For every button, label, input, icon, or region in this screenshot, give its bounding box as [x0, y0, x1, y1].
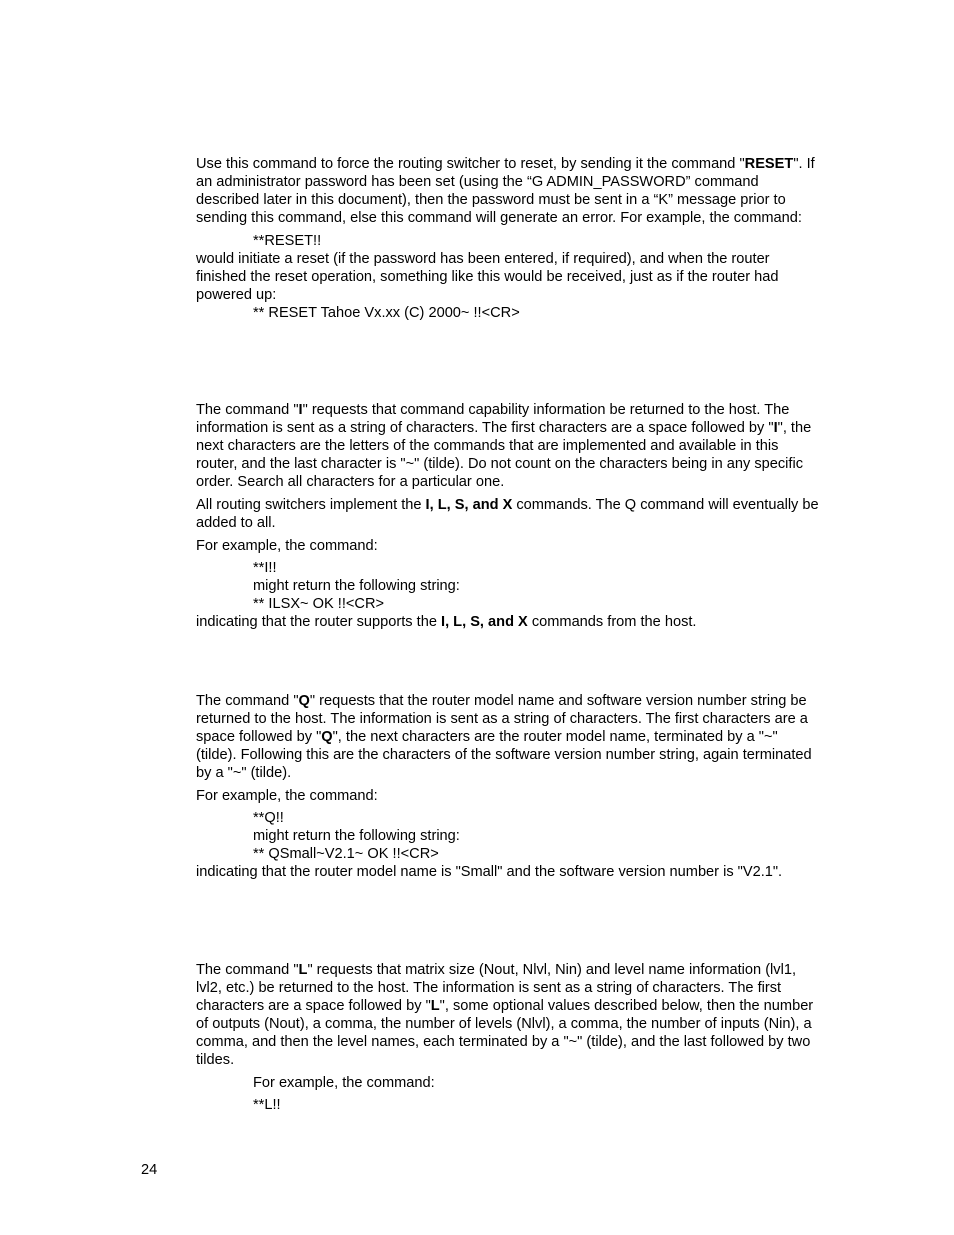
reset-followup: would initiate a reset (if the password has been entered, if required), and when the router finished the reset operation, something like this would be received, just as if the router had powered up: — [196, 251, 779, 303]
reset-description — [196, 155, 820, 227]
text-run: " requests that command capability information be returned to the host. The information is sent as a string of characters. The first characters are a space followed by " — [196, 402, 790, 436]
text-run: " requests that matrix size (Nout, Nlvl, Nin) and level name information (lvl1, lvl2, etc.) be returned to the host. The information is sent as a string of characters. The first characters are a space followed by " — [196, 962, 797, 1014]
bold-command: I — [298, 402, 303, 418]
l-command-example: **L!! — [253, 1097, 281, 1113]
q-indicating: indicating that the router model name is "Small" and the software version number is "V2.1". — [196, 864, 783, 880]
text-run: " requests that the router model name and software version number string be returned to the host. The information is sent as a string of characters. The first characters are a space followed by " — [196, 693, 808, 745]
text-run: commands. The Q command will eventually be added to all. — [196, 497, 819, 531]
i-response-example: ** ILSX~ OK !!<CR> — [253, 596, 385, 612]
l-command-section — [196, 961, 820, 1114]
text-run: ", some optional values described below, then the number of outputs (Nout), a comma, the number of levels (Nlvl), a comma, the number of inputs (Nin), a comma, and then the level names, each terminated by a "~" (tilde), and the last followed by two tildes. — [196, 998, 814, 1068]
text-run: Use this command to force the routing switcher to reset, by sending it the command " — [196, 156, 745, 172]
text-run: ", the next characters are the router model name, terminated by a "~" (tilde). Following this are the characters of the software version number string, again terminated by a "~" (tilde). — [196, 729, 812, 781]
l-description — [196, 961, 820, 1069]
text-run: The command " — [196, 962, 299, 978]
text-run: The command " — [196, 402, 299, 418]
i-command-section — [196, 401, 820, 631]
i-implemented-commands — [196, 496, 820, 532]
reset-response-example: ** RESET Tahoe Vx.xx (C) 2000~ !!<CR> — [253, 305, 520, 321]
q-might-return: might return the following string: — [253, 828, 460, 844]
l-example-intro: For example, the command: — [253, 1075, 435, 1091]
bold-command-list: I, L, S, and X — [425, 497, 513, 513]
i-might-return: might return the following string: — [253, 578, 460, 594]
bold-command: I — [773, 420, 778, 436]
bold-command: L — [298, 962, 308, 978]
text-run: ". If an administrator password has been set (using the “G ADMIN_PASSWORD” command described later in this document), then the password must be sent in a “K” message prior to sending this command, else this command will generate an error. For example, the command: — [196, 156, 815, 226]
page-number: 24 — [141, 1162, 158, 1178]
text-run: commands from the host. — [527, 614, 697, 630]
q-response-example: ** QSmall~V2.1~ OK !!<CR> — [253, 846, 439, 862]
reset-section — [196, 155, 820, 322]
i-command-example: **I!! — [253, 560, 277, 576]
bold-command: Q — [321, 729, 333, 745]
q-example-intro: For example, the command: — [196, 788, 378, 804]
reset-command-example: **RESET!! — [253, 233, 322, 249]
text-run: indicating that the router supports the — [196, 614, 442, 630]
bold-command-list: I, L, S, and X — [441, 614, 528, 630]
i-indicating — [196, 613, 820, 631]
i-example-intro: For example, the command: — [196, 538, 378, 554]
text-run: All routing switchers implement the — [196, 497, 426, 513]
i-description — [196, 401, 820, 491]
q-description — [196, 692, 820, 782]
bold-command: Q — [298, 693, 310, 709]
text-run: The command " — [196, 693, 299, 709]
q-command-example: **Q!! — [253, 810, 284, 826]
bold-command: RESET — [744, 156, 794, 172]
q-command-section — [196, 692, 820, 881]
text-run: ", the next characters are the letters of the commands that are implemented and available in this router, and the last character is "~" (tilde). Do not count on the characters being in any specific order. Search all characters for a particular one. — [196, 420, 812, 490]
bold-command: L — [430, 998, 440, 1014]
